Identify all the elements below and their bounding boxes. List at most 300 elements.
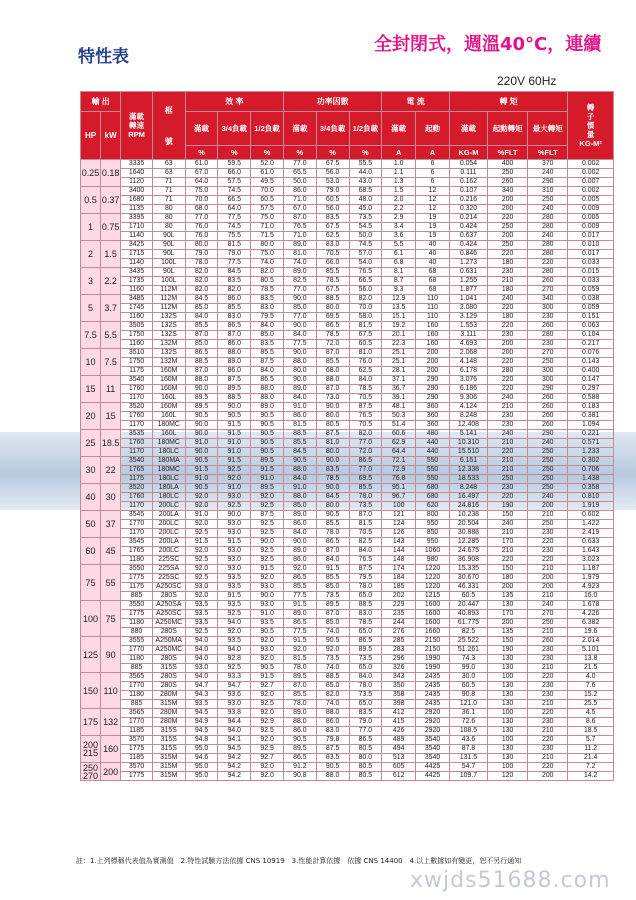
table-cell: 86.0	[218, 295, 251, 304]
table-cell: 1175	[121, 475, 153, 484]
table-cell: 70.5	[349, 394, 382, 403]
table-cell: 109.7	[449, 772, 487, 781]
table-cell: 280M	[152, 691, 185, 700]
table-cell: 82.0	[185, 268, 218, 277]
table-cell: 1775	[121, 610, 153, 619]
table-cell: 16.0	[568, 592, 614, 601]
table-cell: 210	[528, 727, 568, 736]
table-cell: 0.002	[568, 169, 614, 178]
table-cell: 250	[528, 520, 568, 529]
table-cell: 360	[416, 412, 450, 421]
table-cell: 77.0	[185, 214, 218, 223]
table-cell: 4425	[416, 772, 450, 781]
table-cell: 95.0	[185, 745, 218, 754]
table-cell: 83.5	[251, 340, 284, 349]
table-cell: 92.0	[185, 493, 218, 502]
table-cell: 20.1	[382, 331, 416, 340]
table-cell: 93.5	[185, 619, 218, 628]
table-cell: 3.111	[449, 331, 487, 340]
table-cell: 90.0	[283, 295, 316, 304]
table-cell: 180MA	[152, 457, 185, 466]
table-cell: 92.0	[251, 655, 284, 664]
table-cell: 92.0	[251, 736, 284, 745]
table-cell: 77.0	[283, 160, 316, 169]
table-cell: 1170	[121, 394, 153, 403]
table-cell: 93.5	[185, 610, 218, 619]
table-cell: 180	[488, 286, 528, 295]
table-cell: 55.5	[349, 160, 382, 169]
table-row	[81, 520, 614, 529]
table-cell: 88.0	[316, 772, 349, 781]
table-cell: 110	[416, 304, 450, 313]
table-cell: 82.0	[251, 268, 284, 277]
eff-half-unit: %	[251, 146, 284, 160]
table-cell: 7.6	[568, 682, 614, 691]
table-cell: 72.1	[382, 457, 416, 466]
hp-cell: 15	[81, 376, 101, 403]
table-cell: 6	[416, 160, 450, 169]
table-cell: 94.9	[185, 718, 218, 727]
table-cell: 81.0	[283, 250, 316, 259]
table-cell: 28.1	[382, 367, 416, 376]
characteristics-table	[80, 91, 614, 781]
table-row	[81, 484, 614, 493]
table-cell: 84.0	[185, 313, 218, 322]
table-cell: 86.5	[316, 322, 349, 331]
table-cell: 3540	[416, 754, 450, 763]
table-cell: 9.3	[382, 286, 416, 295]
table-cell: 76.5	[349, 268, 382, 277]
table-cell: 50.0	[283, 178, 316, 187]
table-cell: 210	[488, 547, 528, 556]
table-cell: 89.5	[283, 745, 316, 754]
table-cell: 79.0	[218, 250, 251, 259]
kw-cell: 2.2	[101, 268, 121, 295]
table-cell: 230	[528, 682, 568, 691]
table-cell: 3335	[121, 160, 153, 169]
table-cell: 0.005	[568, 214, 614, 223]
table-cell: 280S	[152, 682, 185, 691]
table-row	[81, 493, 614, 502]
table-cell: 30.670	[449, 574, 487, 583]
table-cell: 67.0	[283, 205, 316, 214]
table-row	[81, 205, 614, 214]
table-cell: 0.588	[568, 394, 614, 403]
table-cell: 2.9	[382, 214, 416, 223]
table-cell: A250SA	[152, 601, 185, 610]
table-cell: 4.5	[568, 709, 614, 718]
table-cell: 270	[528, 286, 568, 295]
table-row	[81, 745, 614, 754]
table-cell: 0.381	[568, 412, 614, 421]
table-cell: 202	[382, 592, 416, 601]
table-cell: 81.0	[316, 439, 349, 448]
table-cell: 72.6	[449, 718, 487, 727]
table-cell: 220	[488, 250, 528, 259]
table-cell: 86.5	[283, 754, 316, 763]
table-cell: 92.5	[185, 556, 218, 565]
table-cell: 126	[382, 529, 416, 538]
table-cell: 88.0	[316, 376, 349, 385]
table-row	[81, 376, 614, 385]
table-cell: 210	[528, 664, 568, 673]
table-cell: 92.0	[185, 520, 218, 529]
table-cell: 489	[382, 736, 416, 745]
table-cell: 54.0	[349, 259, 382, 268]
table-cell: 90.5	[251, 439, 284, 448]
table-cell: 75.0	[185, 187, 218, 196]
table-cell: 230	[528, 691, 568, 700]
table-cell: 58.0	[349, 313, 382, 322]
current-full-unit: A	[382, 146, 416, 160]
table-cell: 130	[488, 682, 528, 691]
table-cell: A250SC	[152, 583, 185, 592]
table-cell: 240	[528, 439, 568, 448]
table-cell: 73.5	[349, 214, 382, 223]
table-cell: 200	[528, 574, 568, 583]
table-cell: 3.023	[568, 556, 614, 565]
table-cell: 86.5	[251, 376, 284, 385]
table-cell: 89.0	[283, 268, 316, 277]
table-cell: 0.076	[568, 349, 614, 358]
table-cell: 1.678	[568, 601, 614, 610]
table-cell: 61.0	[251, 169, 284, 178]
table-cell: 84.0	[283, 331, 316, 340]
footnote: 註：1.上列標稱代表值為實測值 2.特性試驗方法依據 CNS 10919 3.性能計算依據 依據 CNS 14400 4.以上數據如有變更，恕不另行通知	[76, 857, 522, 865]
table-cell: 48.1	[382, 403, 416, 412]
table-row	[81, 727, 614, 736]
table-cell: 60.6	[382, 430, 416, 439]
table-cell: 39.1	[382, 394, 416, 403]
hp-cell: 250 270	[81, 763, 101, 781]
table-cell: 90.0	[185, 430, 218, 439]
table-cell: 220	[528, 259, 568, 268]
eff-full-unit: %	[185, 146, 218, 160]
table-cell: 71.0	[251, 223, 284, 232]
table-cell: 92.5	[185, 628, 218, 637]
table-cell: 1640	[121, 169, 153, 178]
table-cell: 91.5	[218, 538, 251, 547]
table-cell: 90L	[152, 241, 185, 250]
table-cell: 90L	[152, 250, 185, 259]
table-cell: 0.104	[568, 331, 614, 340]
table-cell: 36.1	[449, 709, 487, 718]
table-cell: 1600	[416, 610, 450, 619]
table-cell: 70.0	[349, 304, 382, 313]
table-cell: 200LA	[152, 511, 185, 520]
table-cell: 88.5	[349, 601, 382, 610]
table-cell: 1.422	[568, 520, 614, 529]
table-cell: 90.0	[185, 385, 218, 394]
table-cell: 1140	[121, 232, 153, 241]
table-cell: 160	[416, 322, 450, 331]
table-cell: 160M	[152, 376, 185, 385]
table-cell: 83.5	[349, 709, 382, 718]
table-cell: 99.0	[449, 664, 487, 673]
table-cell: 20.504	[449, 520, 487, 529]
table-cell: 3545	[121, 538, 153, 547]
table-cell: 135	[488, 628, 528, 637]
table-cell: 90.0	[251, 538, 284, 547]
table-cell: 0.059	[568, 304, 614, 313]
table-cell: 3540	[416, 736, 450, 745]
table-cell: 89.5	[185, 403, 218, 412]
kw-cell: 90	[101, 637, 121, 673]
table-cell: 90.0	[316, 403, 349, 412]
table-cell: 326	[382, 664, 416, 673]
table-cell: 82.5	[449, 628, 487, 637]
table-cell: 200	[488, 205, 528, 214]
table-cell: 310	[528, 187, 568, 196]
table-cell: 92.0	[283, 646, 316, 655]
table-cell: 25.1	[382, 349, 416, 358]
table-cell: 3540	[121, 376, 153, 385]
table-cell: 210	[528, 754, 568, 763]
table-cell: 83.0	[316, 727, 349, 736]
table-cell: 94.2	[218, 772, 251, 781]
eff-half-header: 1/2負載	[251, 112, 284, 146]
table-cell: 71	[152, 187, 185, 196]
table-cell: 1990	[416, 655, 450, 664]
table-cell: 3540	[121, 457, 153, 466]
table-cell: 0.846	[449, 250, 487, 259]
table-row	[81, 538, 614, 547]
table-row	[81, 187, 614, 196]
table-cell: 0.107	[449, 187, 487, 196]
table-cell: 1180	[121, 556, 153, 565]
table-cell: 86.0	[283, 556, 316, 565]
table-cell: 91.0	[251, 610, 284, 619]
table-cell: 200	[488, 196, 528, 205]
table-row	[81, 565, 614, 574]
table-cell: 283	[382, 646, 416, 655]
table-cell: 92.0	[218, 475, 251, 484]
table-cell: 94.0	[218, 619, 251, 628]
table-cell: 3400	[121, 187, 153, 196]
table-cell: 83.5	[316, 466, 349, 475]
table-cell: 82.0	[185, 286, 218, 295]
torque-full-header: 滿載	[449, 112, 487, 146]
table-cell: 250	[528, 448, 568, 457]
table-cell: 70.0	[251, 187, 284, 196]
table-cell: 132S	[152, 331, 185, 340]
pf-full-unit: %	[283, 146, 316, 160]
table-cell: 83.0	[316, 241, 349, 250]
table-cell: 1.094	[568, 421, 614, 430]
table-cell: 71.5	[251, 232, 284, 241]
table-cell: 80.5	[316, 421, 349, 430]
table-cell: 220	[528, 736, 568, 745]
table-cell: A250MC	[152, 619, 185, 628]
table-cell: 280	[528, 214, 568, 223]
table-cell: 87.5	[251, 358, 284, 367]
table-cell: 79.8	[316, 736, 349, 745]
table-cell: 92.8	[218, 655, 251, 664]
table-cell: 185	[382, 583, 416, 592]
table-cell: 53.0	[316, 178, 349, 187]
table-cell: 19	[416, 232, 450, 241]
table-cell: 92.0	[251, 772, 284, 781]
table-cell: 85.0	[283, 502, 316, 511]
table-cell: 77.0	[349, 439, 382, 448]
table-cell: 87.0	[185, 367, 218, 376]
table-cell: 89.0	[283, 547, 316, 556]
table-cell: 85.5	[251, 349, 284, 358]
table-cell: 91.5	[218, 421, 251, 430]
table-cell: 92.0	[218, 628, 251, 637]
table-cell: 220	[528, 673, 568, 682]
table-cell: 315M	[152, 772, 185, 781]
table-cell: 210	[528, 565, 568, 574]
table-cell: 2920	[416, 709, 450, 718]
table-cell: 76.5	[283, 223, 316, 232]
table-cell: 65.0	[349, 592, 382, 601]
hp-cell: 125	[81, 637, 101, 673]
table-cell: 1180	[121, 691, 153, 700]
table-cell: 94.0	[185, 673, 218, 682]
table-cell: 1600	[416, 619, 450, 628]
table-cell: 1.3	[382, 178, 416, 187]
table-cell: 160L	[152, 394, 185, 403]
table-cell: 1765	[121, 466, 153, 475]
table-row	[81, 439, 614, 448]
table-cell: 220	[488, 448, 528, 457]
table-cell: 81.5	[283, 421, 316, 430]
table-cell: 0.038	[568, 295, 614, 304]
table-cell: 1.5	[382, 187, 416, 196]
table-cell: 95.1	[382, 484, 416, 493]
table-cell: 12	[416, 196, 450, 205]
table-cell: 87.0	[316, 547, 349, 556]
table-row	[81, 511, 614, 520]
table-cell: 280S	[152, 592, 185, 601]
table-cell: 77.0	[349, 466, 382, 475]
table-cell: 71.0	[283, 196, 316, 205]
table-cell: 88.0	[218, 349, 251, 358]
table-cell: 68.0	[316, 367, 349, 376]
table-cell: 86.5	[349, 736, 382, 745]
table-cell: 3.129	[449, 313, 487, 322]
hp-cell: 10	[81, 349, 101, 376]
table-cell: 3.4	[382, 223, 416, 232]
table-cell: 250	[528, 196, 568, 205]
table-cell: 8.248	[449, 412, 487, 421]
efficiency-header: 效 率	[185, 92, 283, 112]
table-cell: 73.0	[316, 394, 349, 403]
table-cell: 235	[382, 610, 416, 619]
table-cell: 0.297	[568, 385, 614, 394]
table-cell: 2435	[416, 682, 450, 691]
table-cell: 135	[488, 592, 528, 601]
table-cell: 93.0	[218, 493, 251, 502]
table-cell: 90.5	[218, 412, 251, 421]
table-cell: 1170	[121, 448, 153, 457]
table-cell: 88.0	[185, 376, 218, 385]
table-cell: 220	[488, 322, 528, 331]
table-cell: 52.0	[251, 160, 284, 169]
table-cell: 43.0	[349, 178, 382, 187]
table-cell: 230	[528, 313, 568, 322]
table-cell: 18.533	[449, 475, 487, 484]
table-cell: 72.0	[349, 448, 382, 457]
table-cell: 220	[528, 763, 568, 772]
table-cell: 100	[488, 673, 528, 682]
hp-cell: 40	[81, 484, 101, 511]
table-row	[81, 448, 614, 457]
table-row	[81, 169, 614, 178]
table-cell: 0.063	[568, 322, 614, 331]
kw-cell: 75	[101, 601, 121, 637]
table-cell: 92.5	[218, 466, 251, 475]
eff-3q-header: 3/4負載	[218, 112, 251, 146]
table-cell: 95.0	[185, 763, 218, 772]
table-cell: 70.5	[349, 529, 382, 538]
table-cell: 3550	[121, 565, 153, 574]
table-cell: 68	[416, 277, 450, 286]
table-cell: 92.0	[283, 565, 316, 574]
table-cell: 90.5	[251, 664, 284, 673]
table-cell: 94.5	[218, 745, 251, 754]
table-cell: 220	[528, 556, 568, 565]
table-cell: 91.5	[218, 430, 251, 439]
table-cell: 82.0	[316, 691, 349, 700]
table-cell: 85.5	[283, 691, 316, 700]
table-cell: 92.0	[251, 709, 284, 718]
table-cell: 220	[488, 304, 528, 313]
table-cell: 80	[152, 205, 185, 214]
table-cell: 260	[528, 277, 568, 286]
table-cell: 89.5	[316, 601, 349, 610]
table-cell: 260	[528, 412, 568, 421]
table-cell: 0.147	[568, 376, 614, 385]
table-cell: 92.0	[185, 502, 218, 511]
table-cell: 40	[416, 250, 450, 259]
table-cell: 180LC	[152, 493, 185, 502]
table-cell: 1765	[121, 547, 153, 556]
table-cell: 85.5	[218, 304, 251, 313]
table-cell: 82.5	[349, 538, 382, 547]
table-cell: 78.0	[185, 259, 218, 268]
table-cell: 160	[416, 340, 450, 349]
table-cell: 220	[488, 376, 528, 385]
table-cell: 1160	[121, 286, 153, 295]
table-cell: 65.5	[283, 169, 316, 178]
table-row	[81, 304, 614, 313]
table-row	[81, 196, 614, 205]
table-cell: 91.0	[283, 484, 316, 493]
table-cell: 62.9	[382, 439, 416, 448]
table-cell: 92.0	[316, 646, 349, 655]
table-cell: 64.0	[218, 205, 251, 214]
table-cell: 1715	[121, 250, 153, 259]
frame-header	[152, 92, 185, 160]
table-cell: 87.5	[349, 565, 382, 574]
hp-cell: 20	[81, 403, 101, 430]
table-cell: 130	[488, 655, 528, 664]
table-cell: 680	[416, 493, 450, 502]
table-cell: 92.5	[218, 502, 251, 511]
table-cell: 0.143	[568, 358, 614, 367]
table-cell: 1.919	[568, 502, 614, 511]
table-cell: 143	[382, 538, 416, 547]
table-cell: 90.5	[185, 457, 218, 466]
table-cell: 8.1	[382, 268, 416, 277]
hp-cell: 50	[81, 511, 101, 538]
table-cell: 5.5	[382, 241, 416, 250]
table-cell: 78.0	[283, 664, 316, 673]
kw-cell: 110	[101, 673, 121, 709]
table-cell: 93.5	[218, 574, 251, 583]
